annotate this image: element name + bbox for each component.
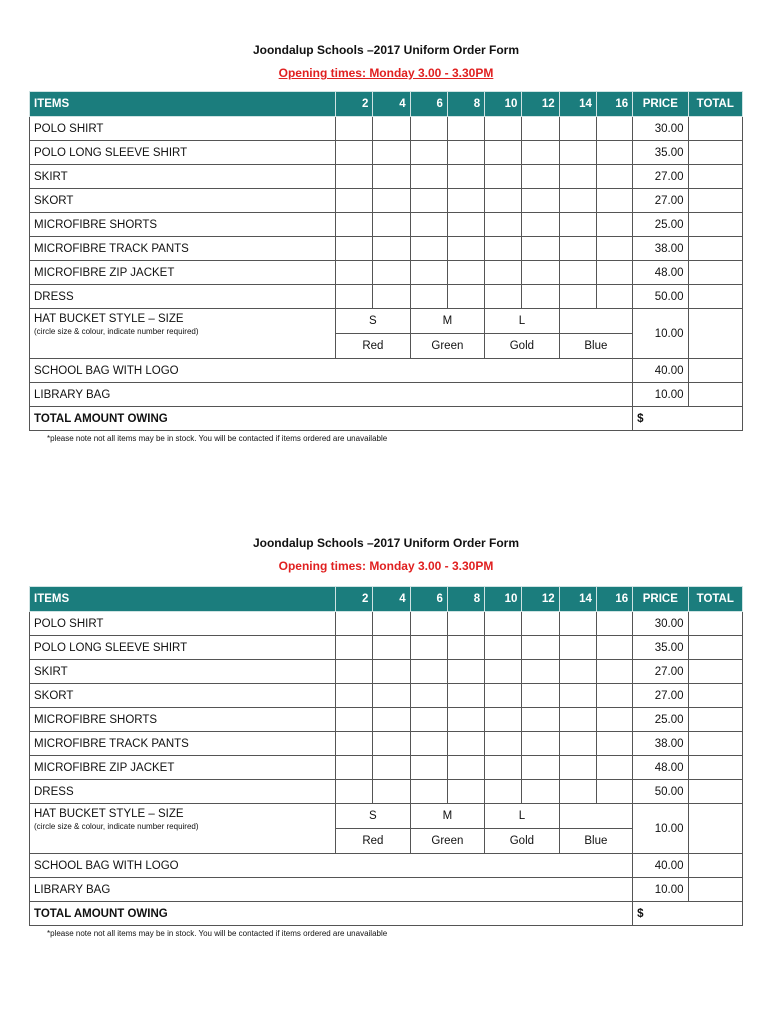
quantity-cell[interactable] [373,684,410,708]
table-row [30,780,743,804]
quantity-cell[interactable] [559,285,596,309]
hat-colour-option[interactable]: Red [336,334,411,359]
quantity-cell[interactable] [522,708,559,732]
quantity-cell[interactable] [522,237,559,261]
quantity-cell[interactable] [485,732,522,756]
quantity-cell[interactable] [410,684,447,708]
hat-instructions: (circle size & colour, indicate number required) [34,327,199,336]
table-row [30,708,743,732]
quantity-cell[interactable] [447,261,484,285]
quantity-cell[interactable] [485,213,522,237]
hat-item [30,309,336,359]
item-total-cell[interactable] [688,684,742,708]
item-price: 27.00 [633,165,688,189]
quantity-cell[interactable] [485,285,522,309]
hat-total-cell[interactable] [688,804,742,854]
quantity-cell[interactable] [522,684,559,708]
item-price: 27.00 [633,684,688,708]
quantity-cell[interactable] [447,189,484,213]
item-price: 30.00 [633,612,688,636]
hat-size-option[interactable]: M [410,309,485,334]
total-row [30,407,743,431]
table-row [30,359,743,383]
quantity-cell[interactable] [485,612,522,636]
item-total-cell[interactable] [688,189,742,213]
quantity-cell[interactable] [447,213,484,237]
quantity-cell[interactable] [522,780,559,804]
table-row [30,612,743,636]
quantity-cell[interactable] [373,285,410,309]
price-header: PRICE [633,92,688,117]
quantity-cell[interactable] [596,285,632,309]
form-title: Joondalup Schools –2017 Uniform Order Form [252,43,520,57]
table-row [30,261,743,285]
hat-item-name: HAT BUCKET STYLE – SIZE [34,808,184,820]
quantity-cell[interactable] [373,660,410,684]
item-price: 38.00 [633,732,688,756]
quantity-cell[interactable] [373,141,410,165]
quantity-cell[interactable] [596,165,632,189]
quantity-cell[interactable] [485,117,522,141]
size-header: 4 [373,92,410,117]
size-header: 14 [559,587,596,612]
quantity-cell[interactable] [485,165,522,189]
quantity-cell[interactable] [447,141,484,165]
quantity-cell[interactable] [410,165,447,189]
quantity-cell[interactable] [373,117,410,141]
item-price: 27.00 [633,660,688,684]
item-price: 40.00 [633,359,688,383]
quantity-cell[interactable] [522,213,559,237]
quantity-cell[interactable] [447,684,484,708]
quantity-cell[interactable] [336,141,373,165]
quantity-cell[interactable] [522,756,559,780]
quantity-cell[interactable] [447,780,484,804]
quantity-cell[interactable] [447,708,484,732]
quantity-cell[interactable] [447,756,484,780]
item-total-cell[interactable] [688,660,742,684]
size-header: 8 [447,587,484,612]
size-header: 6 [410,587,447,612]
quantity-cell[interactable] [522,117,559,141]
quantity-cell[interactable] [596,612,632,636]
total-label: TOTAL AMOUNT OWING [30,407,633,431]
item-price: 48.00 [633,261,688,285]
quantity-cell[interactable] [410,636,447,660]
stock-note: *please note not all items may be in stock. You will be contacted if items ordered are unavailable [47,434,388,443]
quantity-cell[interactable] [410,660,447,684]
size-header: 16 [596,587,632,612]
item-price: 30.00 [633,117,688,141]
quantity-cell[interactable] [596,237,632,261]
item-total-cell[interactable] [688,732,742,756]
item-price: 50.00 [633,285,688,309]
table-header-row [30,587,743,612]
hat-price: 10.00 [633,804,688,854]
quantity-cell[interactable] [336,237,373,261]
table-row [30,383,743,407]
quantity-cell[interactable] [336,213,373,237]
hat-size-option[interactable]: L [485,309,560,334]
item-name: POLO SHIRT [30,612,336,636]
item-price: 10.00 [633,878,688,902]
table-row [30,237,743,261]
quantity-cell[interactable] [336,612,373,636]
quantity-cell[interactable] [596,189,632,213]
table-row [30,854,743,878]
item-name: SKIRT [30,660,336,684]
quantity-cell[interactable] [596,684,632,708]
quantity-cell[interactable] [559,756,596,780]
quantity-cell[interactable] [485,684,522,708]
quantity-cell[interactable] [373,189,410,213]
order-form-1 [29,42,743,445]
hat-size-option[interactable]: S [336,804,411,829]
quantity-cell[interactable] [596,660,632,684]
hat-colour-option[interactable]: Gold [485,829,560,854]
quantity-cell[interactable] [559,684,596,708]
item-price: 10.00 [633,383,688,407]
quantity-cell[interactable] [373,612,410,636]
table-row [30,636,743,660]
quantity-cell[interactable] [522,612,559,636]
total-amount-field[interactable]: $ [633,902,743,926]
quantity-cell[interactable] [373,237,410,261]
quantity-cell[interactable] [336,165,373,189]
hat-colour-option[interactable]: Green [410,334,485,359]
item-price: 48.00 [633,756,688,780]
quantity-cell[interactable] [336,261,373,285]
hat-colour-option[interactable]: Green [410,829,485,854]
item-total-cell[interactable] [688,261,742,285]
quantity-cell[interactable] [559,237,596,261]
quantity-cell[interactable] [596,636,632,660]
quantity-cell[interactable] [447,237,484,261]
quantity-cell[interactable] [336,660,373,684]
hat-price: 10.00 [633,309,688,359]
item-name: MICROFIBRE TRACK PANTS [30,237,336,261]
quantity-cell[interactable] [559,165,596,189]
item-price: 38.00 [633,237,688,261]
item-total-cell[interactable] [688,141,742,165]
quantity-cell[interactable] [447,612,484,636]
item-total-cell[interactable] [688,237,742,261]
table-row [30,165,743,189]
quantity-cell[interactable] [336,117,373,141]
item-total-cell[interactable] [688,285,742,309]
quantity-cell[interactable] [410,117,447,141]
item-name: SKORT [30,189,336,213]
item-total-cell[interactable] [688,636,742,660]
quantity-cell[interactable] [336,756,373,780]
quantity-cell[interactable] [522,636,559,660]
opening-times: Opening times: Monday 3.00 - 3.30PM [278,559,494,573]
quantity-cell[interactable] [485,141,522,165]
quantity-cell[interactable] [596,708,632,732]
size-header: 10 [485,92,522,117]
items-header: ITEMS [30,92,336,117]
quantity-cell[interactable] [596,756,632,780]
quantity-cell[interactable] [373,732,410,756]
quantity-cell[interactable] [373,213,410,237]
quantity-cell[interactable] [336,285,373,309]
quantity-cell[interactable] [522,660,559,684]
hat-item [30,804,336,854]
quantity-cell[interactable] [559,708,596,732]
quantity-cell[interactable] [373,165,410,189]
quantity-cell[interactable] [559,141,596,165]
item-name: MICROFIBRE SHORTS [30,708,336,732]
quantity-cell[interactable] [410,780,447,804]
item-name: POLO SHIRT [30,117,336,141]
item-total-cell[interactable] [688,612,742,636]
quantity-cell[interactable] [596,732,632,756]
total-label: TOTAL AMOUNT OWING [30,902,633,926]
quantity-cell[interactable] [485,780,522,804]
hat-size-blank[interactable] [559,309,633,334]
size-header: 2 [336,92,373,117]
stock-note: *please note not all items may be in stock. You will be contacted if items ordered are unavailable [47,929,388,938]
quantity-cell[interactable] [336,684,373,708]
quantity-cell[interactable] [373,636,410,660]
item-price: 50.00 [633,780,688,804]
item-name: MICROFIBRE ZIP JACKET [30,756,336,780]
quantity-cell[interactable] [485,237,522,261]
quantity-cell[interactable] [559,261,596,285]
quantity-cell[interactable] [596,117,632,141]
quantity-cell[interactable] [336,708,373,732]
size-header: 10 [485,587,522,612]
quantity-cell[interactable] [373,261,410,285]
quantity-cell[interactable] [410,732,447,756]
total-header: TOTAL [688,587,742,612]
item-name: DRESS [30,285,336,309]
quantity-cell[interactable] [596,261,632,285]
item-total-cell[interactable] [688,878,742,902]
quantity-cell[interactable] [559,660,596,684]
size-header: 16 [596,92,632,117]
quantity-cell[interactable] [447,660,484,684]
item-name: MICROFIBRE ZIP JACKET [30,261,336,285]
quantity-cell[interactable] [559,117,596,141]
quantity-cell[interactable] [559,189,596,213]
quantity-cell[interactable] [373,756,410,780]
quantity-cell[interactable] [410,612,447,636]
order-form-2 [29,535,743,940]
size-header: 2 [336,587,373,612]
quantity-cell[interactable] [559,213,596,237]
quantity-cell[interactable] [522,165,559,189]
size-header: 14 [559,92,596,117]
item-total-cell[interactable] [688,165,742,189]
table-row [30,660,743,684]
table-row [30,213,743,237]
item-name: LIBRARY BAG [30,878,633,902]
item-price: 25.00 [633,213,688,237]
quantity-cell[interactable] [559,636,596,660]
item-name: MICROFIBRE SHORTS [30,213,336,237]
table-row [30,141,743,165]
hat-colour-option[interactable]: Red [336,829,411,854]
item-total-cell[interactable] [688,854,742,878]
table-header-row [30,92,743,117]
item-name: POLO LONG SLEEVE SHIRT [30,141,336,165]
quantity-cell[interactable] [522,189,559,213]
item-name: MICROFIBRE TRACK PANTS [30,732,336,756]
hat-row [30,309,743,334]
hat-size-option[interactable]: L [485,804,560,829]
quantity-cell[interactable] [485,636,522,660]
quantity-cell[interactable] [373,780,410,804]
table-row [30,684,743,708]
quantity-cell[interactable] [596,141,632,165]
size-header: 12 [522,92,559,117]
size-header: 8 [447,92,484,117]
quantity-cell[interactable] [336,780,373,804]
quantity-cell[interactable] [410,285,447,309]
quantity-cell[interactable] [447,636,484,660]
quantity-cell[interactable] [410,213,447,237]
hat-colour-option[interactable]: Blue [559,829,633,854]
table-row [30,756,743,780]
table-row [30,285,743,309]
item-total-cell[interactable] [688,213,742,237]
quantity-cell[interactable] [522,261,559,285]
item-price: 35.00 [633,636,688,660]
quantity-cell[interactable] [373,708,410,732]
form-title: Joondalup Schools –2017 Uniform Order Form [252,536,520,550]
hat-row [30,804,743,829]
quantity-cell[interactable] [559,612,596,636]
quantity-cell[interactable] [410,237,447,261]
quantity-cell[interactable] [596,780,632,804]
quantity-cell[interactable] [447,117,484,141]
price-header: PRICE [633,587,688,612]
opening-times: Opening times: Monday 3.00 - 3.30PM [278,66,494,80]
item-name: SKIRT [30,165,336,189]
hat-colour-option[interactable]: Gold [485,334,560,359]
hat-item-name: HAT BUCKET STYLE – SIZE [34,313,184,325]
quantity-cell[interactable] [336,732,373,756]
table-row [30,878,743,902]
item-total-cell[interactable] [688,359,742,383]
hat-size-blank[interactable] [559,804,633,829]
quantity-cell[interactable] [596,213,632,237]
quantity-cell[interactable] [559,780,596,804]
item-price: 27.00 [633,189,688,213]
total-amount-field[interactable]: $ [633,407,743,431]
quantity-cell[interactable] [410,708,447,732]
hat-size-option[interactable]: S [336,309,411,334]
size-header: 4 [373,587,410,612]
item-price: 25.00 [633,708,688,732]
quantity-cell[interactable] [485,660,522,684]
quantity-cell[interactable] [522,285,559,309]
item-name: LIBRARY BAG [30,383,633,407]
item-total-cell[interactable] [688,383,742,407]
quantity-cell[interactable] [336,636,373,660]
quantity-cell[interactable] [522,732,559,756]
item-name: SCHOOL BAG WITH LOGO [30,359,633,383]
item-name: POLO LONG SLEEVE SHIRT [30,636,336,660]
quantity-cell[interactable] [522,141,559,165]
quantity-cell[interactable] [447,732,484,756]
items-header: ITEMS [30,587,336,612]
quantity-cell[interactable] [447,165,484,189]
quantity-cell[interactable] [485,756,522,780]
item-price: 40.00 [633,854,688,878]
hat-instructions: (circle size & colour, indicate number required) [34,822,199,831]
table-row [30,732,743,756]
quantity-cell[interactable] [559,732,596,756]
order-table [29,91,743,431]
item-total-cell[interactable] [688,780,742,804]
hat-size-option[interactable]: M [410,804,485,829]
quantity-cell[interactable] [410,141,447,165]
item-total-cell[interactable] [688,117,742,141]
item-name: DRESS [30,780,336,804]
quantity-cell[interactable] [485,189,522,213]
item-name: SKORT [30,684,336,708]
quantity-cell[interactable] [410,261,447,285]
hat-total-cell[interactable] [688,309,742,359]
item-name: SCHOOL BAG WITH LOGO [30,854,633,878]
quantity-cell[interactable] [485,261,522,285]
quantity-cell[interactable] [410,189,447,213]
total-row [30,902,743,926]
order-table [29,586,743,926]
size-header: 6 [410,92,447,117]
hat-colour-option[interactable]: Blue [559,334,633,359]
table-row [30,189,743,213]
quantity-cell[interactable] [485,708,522,732]
quantity-cell[interactable] [336,189,373,213]
item-total-cell[interactable] [688,756,742,780]
total-header: TOTAL [688,92,742,117]
item-price: 35.00 [633,141,688,165]
table-row [30,117,743,141]
quantity-cell[interactable] [410,756,447,780]
quantity-cell[interactable] [447,285,484,309]
item-total-cell[interactable] [688,708,742,732]
size-header: 12 [522,587,559,612]
